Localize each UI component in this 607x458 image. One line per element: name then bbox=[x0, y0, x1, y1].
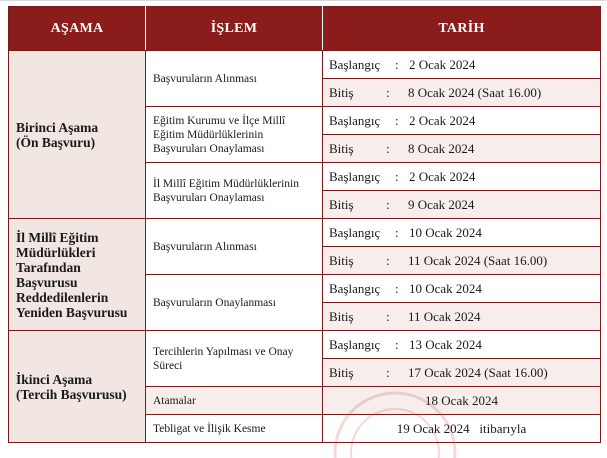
table-row bbox=[9, 51, 601, 79]
stage-reapply bbox=[9, 219, 146, 331]
process-preferences: Tercihlerin Yapılması ve Onay Süreci bbox=[146, 331, 323, 387]
stage-first-subtitle: (Ön Başvuru) bbox=[16, 134, 96, 150]
date-end: Bitiş : 11 Ocak 2024 bbox=[323, 303, 601, 331]
date-notification: 19 Ocak 2024 itibarıyla bbox=[323, 415, 601, 443]
date-start: Başlangıç : 10 Ocak 2024 bbox=[323, 275, 601, 303]
date-end: Bitiş : 9 Ocak 2024 bbox=[323, 191, 601, 219]
date-start: Başlangıç : 2 Ocak 2024 bbox=[323, 163, 601, 191]
header-row bbox=[9, 7, 601, 51]
date-assignments: 18 Ocak 2024 bbox=[323, 387, 601, 415]
schedule-table bbox=[8, 6, 601, 443]
stage-reapply-line: Tarafından bbox=[16, 259, 81, 275]
top-divider bbox=[0, 0, 607, 1]
process-assignments: Atamalar bbox=[146, 387, 323, 415]
stage-second-subtitle: (Tercih Başvurusu) bbox=[16, 386, 127, 402]
process-district-approval: Eğitim Kurumu ve İlçe Millî Eğitim Müdürlüklerinin Başvuruları Onaylaması bbox=[146, 107, 323, 163]
date-end: Bitiş : 11 Ocak 2024 (Saat 16.00) bbox=[323, 247, 601, 275]
date-start: Başlangıç : 10 Ocak 2024 bbox=[323, 219, 601, 247]
table-row bbox=[9, 219, 601, 247]
date-end: Bitiş : 8 Ocak 2024 bbox=[323, 135, 601, 163]
stage-reapply-line: Müdürlükleri bbox=[16, 244, 96, 260]
date-start: Başlangıç : 13 Ocak 2024 bbox=[323, 331, 601, 359]
stage-second bbox=[9, 331, 146, 443]
process-notification: Tebligat ve İlişik Kesme bbox=[146, 415, 323, 443]
table-row bbox=[9, 331, 601, 359]
stage-first bbox=[9, 51, 146, 219]
stage-reapply-line: İl Millî Eğitim bbox=[16, 229, 99, 245]
process-province-approval: İl Millî Eğitim Müdürlüklerinin Başvuruları Onaylaması bbox=[146, 163, 323, 219]
watermark-emblem bbox=[330, 388, 460, 458]
date-end: Bitiş : 8 Ocak 2024 (Saat 16.00) bbox=[323, 79, 601, 107]
date-start: Başlangıç : 2 Ocak 2024 bbox=[323, 107, 601, 135]
header-date: TARİH bbox=[323, 7, 601, 51]
date-end: Bitiş : 17 Ocak 2024 (Saat 16.00) bbox=[323, 359, 601, 387]
header-stage: AŞAMA bbox=[9, 7, 146, 51]
stage-second-title: İkinci Aşama bbox=[16, 371, 93, 387]
stage-reapply-line: Yeniden Başvurusu bbox=[16, 304, 128, 320]
stage-reapply-line: Reddedilenlerin bbox=[16, 289, 109, 305]
process-reapply-approval: Başvuruların Onaylanması bbox=[146, 275, 323, 331]
header-process: İŞLEM bbox=[146, 7, 323, 51]
process-reapply-applications: Başvuruların Alınması bbox=[146, 219, 323, 275]
date-start: Başlangıç : 2 Ocak 2024 bbox=[323, 51, 601, 79]
stage-first-title: Birinci Aşama bbox=[16, 119, 99, 135]
process-applications: Başvuruların Alınması bbox=[146, 51, 323, 107]
stage-reapply-line: Başvurusu bbox=[16, 274, 78, 290]
